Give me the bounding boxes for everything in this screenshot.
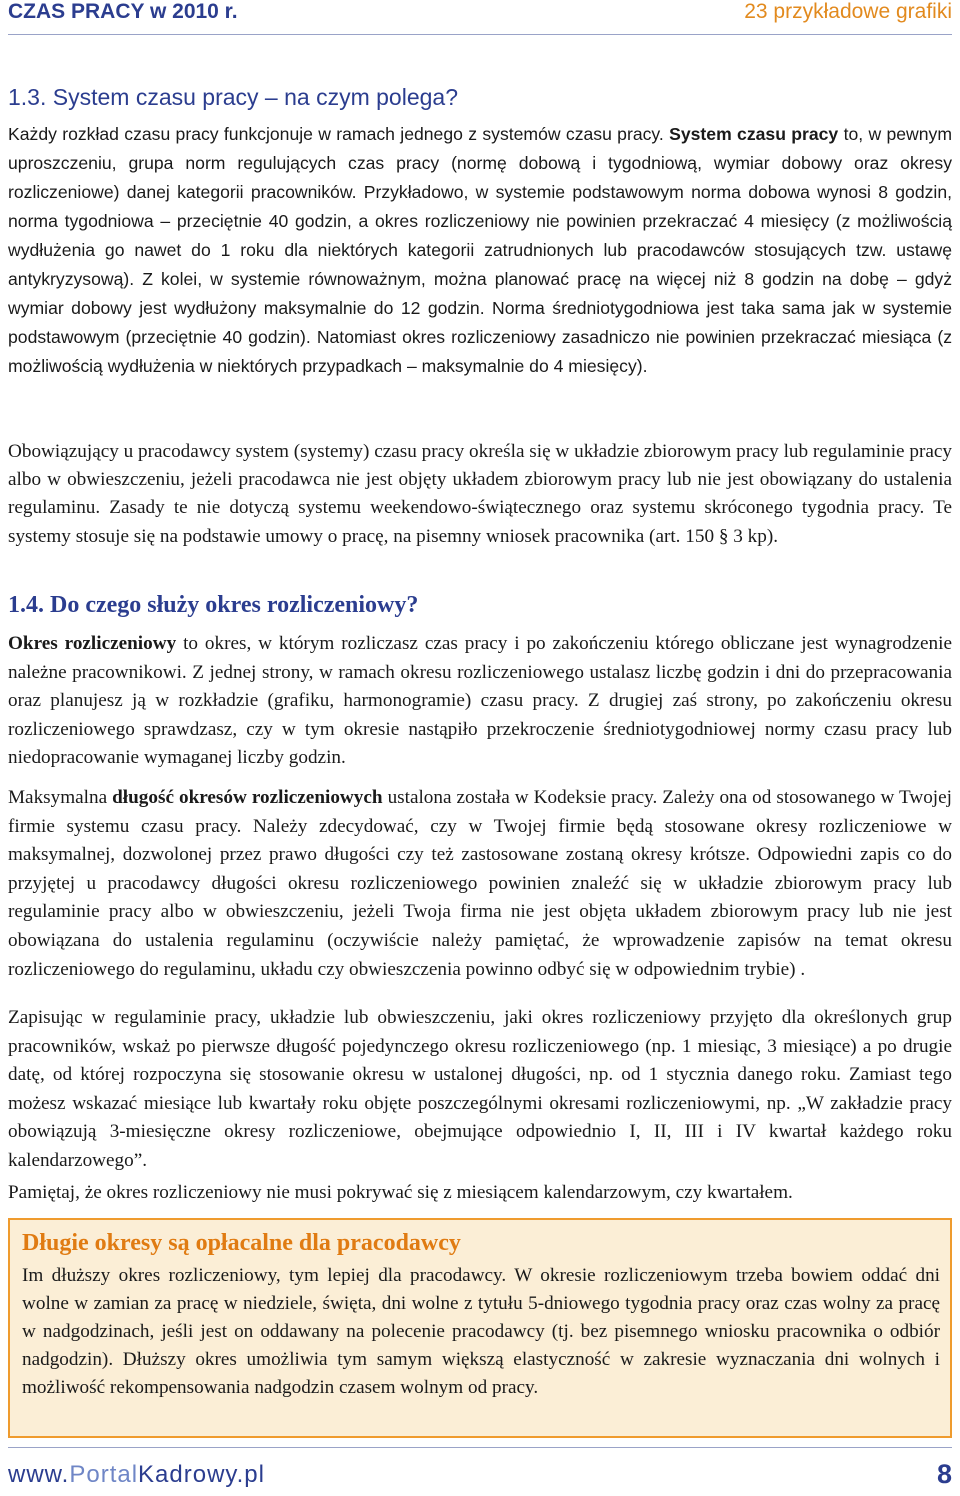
callout-text: Im dłuższy okres rozliczeniowy, tym lepiej dla pracodawcy. W okresie rozliczeniowym trzeba bowiem oddać dni wolne w zamian za pracę w niedziele, święta, dni wolne z tytułu 5-dniowego tygodnia pracy oraz czas wolny za pracę w nadgodzinach, jeśli jest on oddawany na polecenie pracodawcy (tj. bez pisemnego wniosku pracownika o odbiór nadgodzin). Dłuższy okres umożliwia tym samym większą elastyczność w zakresie wyznaczania dni wolnych i możliwość rekompensowania nadgodzin czasem wolnym od pracy.	[22, 1265, 940, 1398]
section-heading-1-4: 1.4. Do czego służy okres rozliczeniowy?	[8, 592, 419, 618]
bold-term: długość okresów rozliczeniowych	[112, 787, 383, 808]
bold-term: Okres rozliczeniowy	[8, 633, 177, 654]
header-divider	[8, 34, 952, 35]
section-1-4-paragraph-1	[8, 630, 952, 773]
section-heading-1-3: 1.3. System czasu pracy – na czym polega?	[8, 84, 458, 110]
callout-title: Długie okresy są opłacalne dla pracodawcy	[22, 1230, 461, 1256]
section-1-3-paragraph-2: Obowiązujący u pracodawcy system (systemy) czasu pracy określa się w układzie zbiorowym pracy lub regulaminie pracy albo w obwieszczeniu, jeżeli pracodawca nie jest objęty układem zbiorowym pracy lub nie jest obowiązany do ustalenia regulaminu. Zasady te nie dotyczą systemu weekendowo-świątecznego oraz systemu skróconego tygodnia pracy. Te systemy stosuje się na podstawie umowy o pracę, na pisemny wniosek pracownika (art. 150 § 3 kp).	[8, 441, 952, 547]
section-1-4-paragraph-2	[8, 784, 952, 984]
callout-box	[8, 1218, 952, 1438]
bold-term: System czasu pracy	[669, 124, 839, 144]
text-run: Każdy rozkład czasu pracy funkcjonuje w ramach jednego z systemów czasu pracy.	[8, 124, 670, 144]
footer-website-link[interactable]	[8, 1461, 265, 1489]
text-run: ustalona została w Kodeksie pracy. Zależy ona od stosowanego w Twojej firmie systemu czasu pracy. Należy zdecydować, czy w Twojej firmie będą stosowane okresy rozliczeniowe w maksymalnej, dozwolonej przez prawo długości czy też zastosowane zostaną okresy krótsze. Odpowiedni zapis co do przyjętej u pracodawcy długości okresu rozliczeniowego powinien znaleźć się w układzie zbiorowym pracy lub regulaminie pracy albo w obwieszczeniu, jeżeli Twoja firma nie jest objęta układem zbiorowym pracy lub nie jest obowiązana do ustalenia regulaminu (oczywiście należy pamiętać, że wprowadzenie zapisów na temat okresu rozliczeniowego do regulaminu, układu czy obwieszczenia powinno odbyć się w odpowiednim trybie) .	[8, 787, 952, 980]
header-subtitle: 23 przykładowe grafiki	[744, 0, 952, 23]
section-1-4-paragraph-4: Pamiętaj, że okres rozliczeniowy nie musi pokrywać się z miesiącem kalendarzowym, czy kwartałem.	[8, 1182, 793, 1203]
footer-divider	[8, 1447, 952, 1448]
footer-url-portal: Portal	[69, 1461, 139, 1488]
page-header	[0, 0, 960, 28]
text-run: to, w pewnym uproszczeniu, grupa norm regulujących czas pracy (normę dobową i tygodniową, wymiar dobowy oraz okresy rozliczeniowe) danej kategorii pracowników. Przykładowo, w systemie podstawowym norma dobowa wynosi 8 godzin, norma tygodniowa – przeciętnie 40 godzin, a okres rozliczeniowy nie powinien przekraczać 4 miesięcy (z możliwością wydłużenia go nawet do 1 roku dla niektórych kategorii zatrudnionych lub pracodawców stosujących tzw. ustawę antykryzysową). Z kolei, w systemie równoważnym, można planować pracę na więcej niż 8 godzin na dobę – gdyż wymiar dobowy jest wydłużony maksymalnie do 12 godzin. Norma średniotygodniowa jest taka sama jak w systemie podstawowym (przeciętnie 40 godzin). Natomiast okres rozliczeniowy zasadniczo nie powinien przekraczać miesiąca (z możliwością wydłużenia w niektórych przypadkach – maksymalnie do 4 miesięcy).	[8, 124, 953, 376]
footer-url-prefix: www.	[8, 1461, 70, 1488]
footer-url-domain: Kadrowy.pl	[138, 1461, 265, 1488]
text-run: Maksymalna	[8, 787, 113, 808]
text-run: to okres, w którym rozliczasz czas pracy i po zakończeniu którego obliczane jest wynagrodzenie należne pracownikowi. Z jednej strony, w ramach okresu rozliczeniowego ustalasz liczbę godzin i dni do przepracowania oraz planujesz ją w rozkładzie (grafiku, harmonogramie) czasu pracy. Z drugiej zaś strony, po zakończeniu okresu rozliczeniowego sprawdzasz, czy w tym okresie nastąpiło przekroczenie średniotygodniowej normy czasu pracy lub niedopracowanie wymaganej liczby godzin.	[8, 633, 952, 769]
section-1-3-paragraph-1	[8, 120, 952, 381]
page-number: 8	[936, 1459, 952, 1489]
section-1-4-paragraph-3: Zapisując w regulaminie pracy, układzie lub obwieszczeniu, jaki okres rozliczeniowy przyjęto dla określonych grup pracowników, wskaż po pierwsze długość pojedynczego okresu rozliczeniowego (np. 1 miesiąc, 3 miesiące) a po drugie datę, od której rozpoczyna się stosowanie okresu w ustalonej długości, np. od 1 stycznia danego roku. Zamiast tego możesz wskazać miesiące lub kwartały roku objęte poszczególnymi okresami rozliczeniowymi, np. „W zakładzie pracy obowiązują 3-miesięczne okresy rozliczeniowe, obejmujące odpowiednio I, II, III i IV kwartał każdego roku kalendarzowego”.	[8, 1007, 952, 1171]
header-title: CZAS PRACY w 2010 r.	[8, 0, 238, 23]
